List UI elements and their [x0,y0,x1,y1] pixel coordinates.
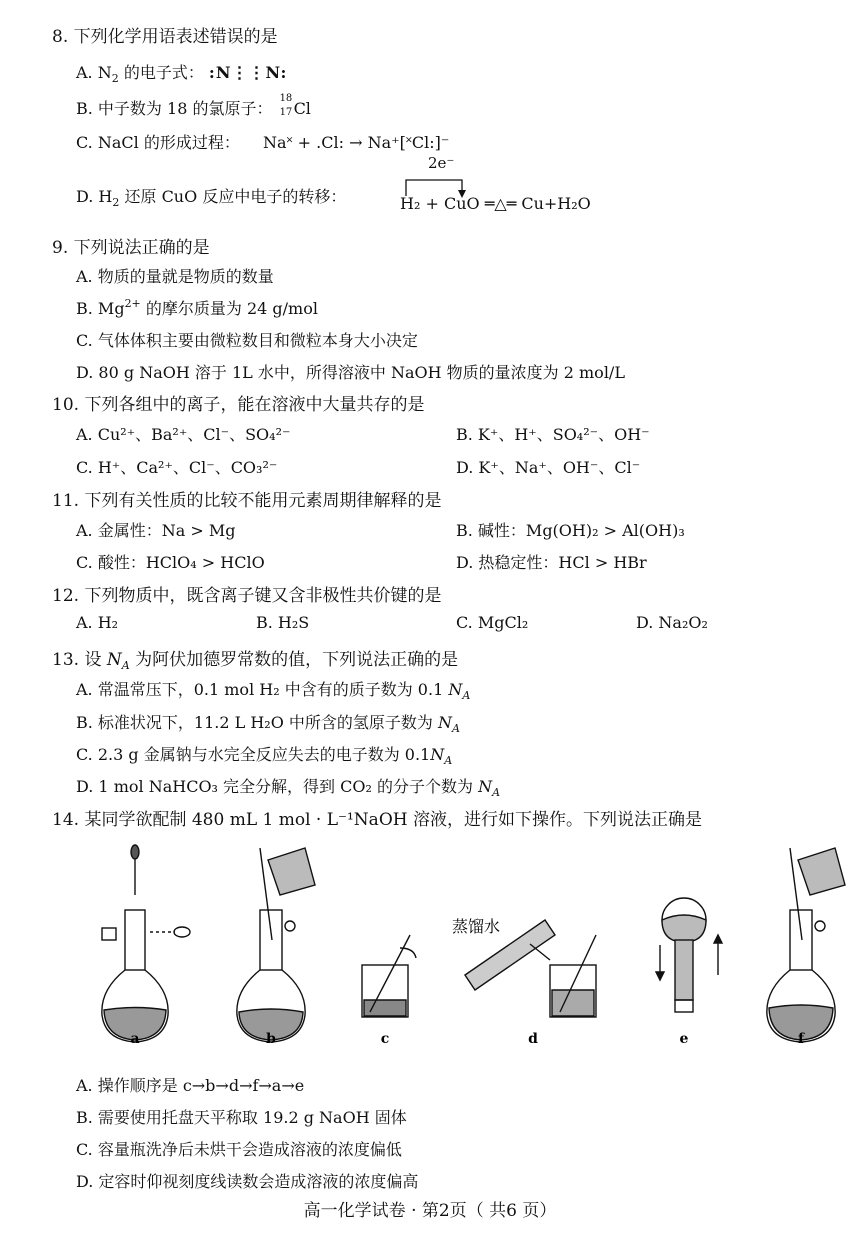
q8-option-c: C. NaCl 的形成过程： Na˟ + .Cl: → Na⁺[˟Cl:]⁻ [76,133,450,152]
q9-option-b: B. $Mg^{2+}$ 的摩尔质量为 24 g/mol [76,297,318,318]
q13-option-a: A. 常温常压下，0.1 mol H₂ 中含有的质子数为 0.1 $N_A$ [76,680,471,702]
q9-option-d: D. 80 g NaOH 溶于 1L 水中，所得溶液中 NaOH 物质的量浓度为 2 mol/L [76,363,625,382]
page-footer: 高一化学试卷 · 第2页（ 共6 页） [303,1201,557,1221]
q12-option-d: D. Na₂O₂ [636,613,708,632]
q8-option-b: B. 中子数为 18 的氯原子： 18 17 Cl [76,92,311,118]
q11-option-d: D. 热稳定性：HCl > HBr [456,553,647,572]
q11-option-c: C. 酸性：HClO₄ > HClO [76,553,265,572]
q10-stem: 10. 下列各组中的离子，能在溶液中大量共存的是 [52,395,425,415]
q10-option-d: D. K⁺、Na⁺、OH⁻、Cl⁻ [456,458,641,477]
figure-label-d: d [528,1031,538,1047]
q12-option-b: B. H₂S [256,613,310,632]
q14-option-c: C. 容量瓶洗净后未烘干会造成溶液的浓度偏低 [76,1140,402,1159]
q13-option-c: C. 2.3 g 金属钠与水完全反应失去的电子数为 $0.1N_A$ [76,745,453,767]
q13-stem: 13. 设 $N_A$ 为阿伏加德罗常数的值，下列说法正确的是 [52,650,459,672]
figure-label-b: b [266,1031,276,1047]
q8-option-d: D. $H_2$ 还原 CuO 反应中电子的转移： [76,187,347,209]
q10-option-a: A. Cu²⁺、Ba²⁺、Cl⁻、SO₄²⁻ [76,425,291,444]
q11-option-b: B. 碱性：Mg(OH)₂ > Al(OH)₃ [456,521,685,540]
q14-option-a: A. 操作顺序是 c→b→d→f→a→e [76,1076,305,1095]
figure-f-transfer-washings [767,848,845,1042]
lab-operations-figure [80,840,850,1060]
figure-label-c: c [380,1031,390,1047]
q14-stem: 14. 某同学欲配制 480 mL 1 mol · L⁻¹NaOH 溶液，进行如下操作。下列说法正确是 [52,810,702,830]
figure-label-a: a [130,1031,140,1047]
q8-option-a: A. $N_2$ 的电子式： :N⋮⋮N: [76,63,288,85]
nacl-formation-formula: Na˟ + .Cl: → Na⁺[˟Cl:]⁻ [262,133,450,152]
q10-option-c: C. H⁺、Ca²⁺、Cl⁻、CO₃²⁻ [76,458,278,477]
figure-c-dissolve-in-beaker [362,935,416,1017]
q11-option-a: A. 金属性：Na > Mg [76,521,236,540]
q14-option-d: D. 定容时仰视刻度线读数会造成溶液的浓度偏高 [76,1172,419,1191]
q9-option-a: A. 物质的量就是物质的数量 [76,267,274,286]
figure-label-f: f [797,1031,805,1047]
mass-number: 18 [279,92,293,104]
q8-stem: 8. 下列化学用语表述错误的是 [52,27,278,47]
q9-option-c: C. 气体体积主要由微粒数目和微粒本身大小决定 [76,331,418,350]
electron-transfer-diagram: 2e⁻ H₂ + CuO ═△═ Cu+H₂O [400,154,591,213]
q10-option-b: B. K⁺、H⁺、SO₄²⁻、OH⁻ [456,425,650,444]
q9-stem: 9. 下列说法正确的是 [52,238,210,258]
q13-option-b: B. 标准状况下，11.2 L H₂O 中所含的氢原子数为 $N_A$ [76,713,460,735]
distilled-water-label: 蒸馏水 [452,917,501,936]
q12-stem: 12. 下列物质中，既含离子键又含非极性共价键的是 [52,586,442,606]
q14-option-b: B. 需要使用托盘天平称取 19.2 g NaOH 固体 [76,1108,407,1127]
atomic-number: 17 [279,106,293,118]
q12-option-c: C. MgCl₂ [456,613,529,632]
q11-stem: 11. 下列有关性质的比较不能用元素周期律解释的是 [52,491,442,511]
q13-option-d: D. 1 mol NaHCO₃ 完全分解，得到 CO₂ 的分子个数为 $N_A$ [76,777,501,799]
figure-e-invert-and-shake [656,898,722,1012]
figure-a-flask-dropper [102,845,190,1042]
figure-label-e: e [679,1031,689,1047]
q12-option-a: A. H₂ [76,613,119,632]
figure-b-pour-into-flask [237,848,315,1042]
